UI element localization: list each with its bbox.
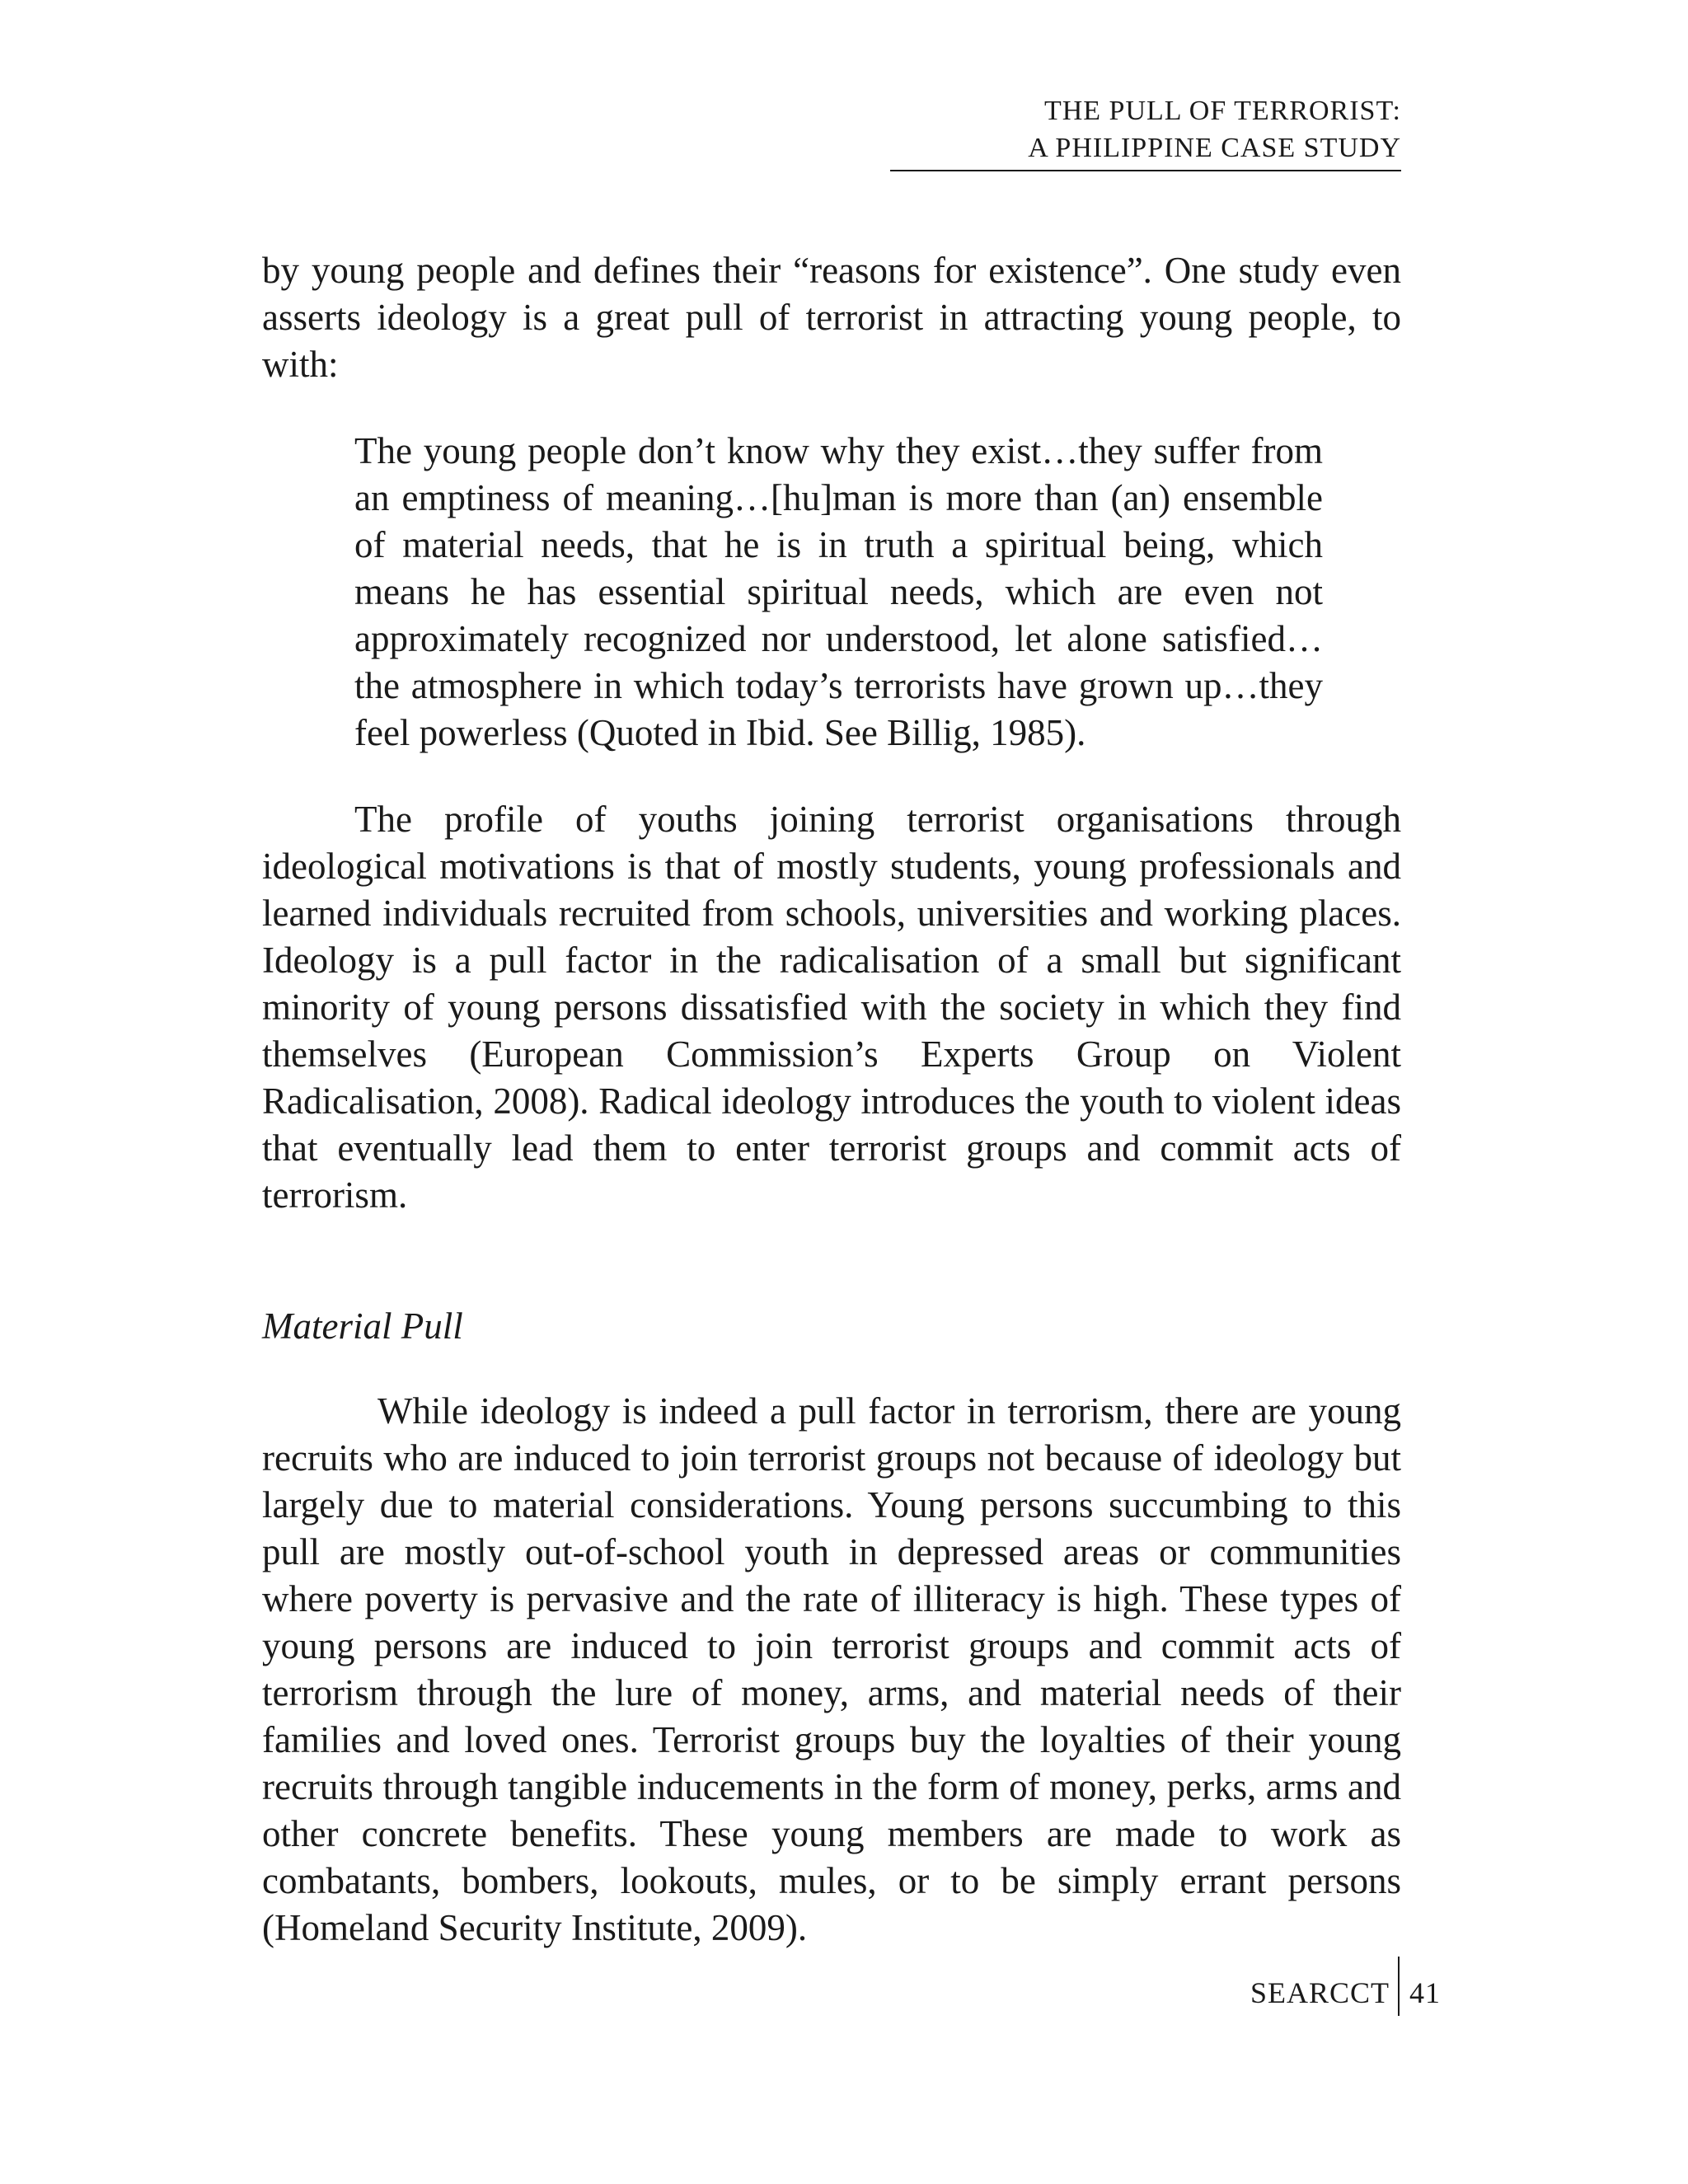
running-header-line-1: THE PULL OF TERRORIST:: [1043, 96, 1401, 126]
running-header: [890, 92, 1401, 171]
block-quote: The young people don’t know why they exist…they suffer from an emptiness of meaning…[hu]man is more than (an) ensemble of material needs, that he is in truth a spiritual being, which means he has essential spiritual needs, which are even not approximately recognized nor understood, let alone satisfied…the atmosphere in which today’s terrorists have grown up…they feel powerless (Quoted in Ibid. See Billig, 1985).: [354, 430, 1323, 753]
paragraph-material-pull: While ideology is indeed a pull factor in terrorism, there are young recruits who are induced to join terrorist groups not because of ideology but largely due to material considerations. Young persons succumbing to this pull are mostly out-of-school youth in depressed areas or communities where poverty is pervasive and the rate of illiteracy is high. These types of young persons are induced to join terrorist groups and commit acts of terrorism through the lure of money, arms, and material needs of their families and loved ones. Terrorist groups buy the loyalties of their young recruits through tangible inducements in the form of money, perks, arms and other concrete benefits. These young members are made to work as combatants, bombers, lookouts, mules, or to be simply errant persons (Homeland Security Institute, 2009).: [262, 1390, 1401, 1948]
paragraph-continuation: by young people and defines their “reasons for existence”. One study even asserts ideology is a great pull of terrorist in attracting young people, to with:: [262, 250, 1401, 385]
section-heading: Material Pull: [262, 1305, 463, 1347]
paragraph-profile: The profile of youths joining terrorist organisations through ideological motivations is that of mostly students, young professionals and learned individuals recruited from schools, universities and working places. Ideology is a pull factor in the radicalisation of a small but significant minority of young persons dissatisfied with the society in which they find themselves (European Commission’s Experts Group on Violent Radicalisation, 2008). Radical ideology introduces the youth to violent ideas that eventually lead them to enter terrorist groups and commit acts of terrorism.: [262, 799, 1401, 1216]
page-number: 41: [1409, 1976, 1441, 2009]
footer-publisher: SEARCCT: [1250, 1976, 1390, 2009]
page-footer: [1250, 1970, 1441, 2016]
body-text: [262, 247, 1401, 1952]
running-header-line-2: A PHILIPPINE CASE STUDY: [1028, 133, 1401, 163]
